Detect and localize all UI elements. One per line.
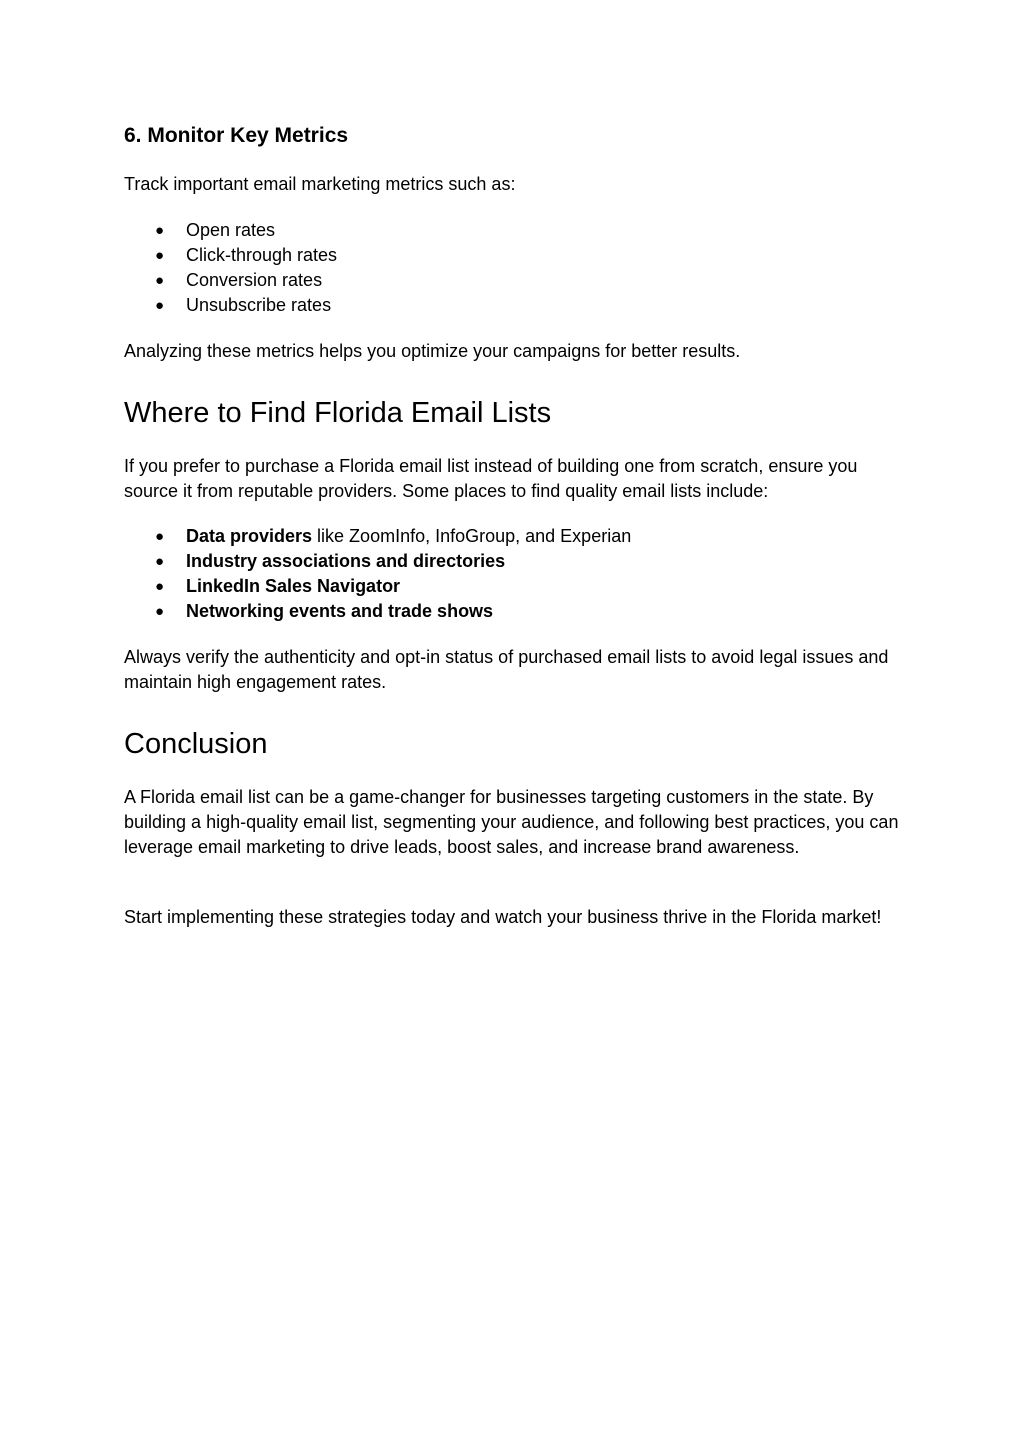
bullet-icon: ● [155,528,165,545]
list-item: ● LinkedIn Sales Navigator [124,574,631,599]
bullet-icon: ● [155,578,165,595]
list-item: ● Data providers like ZoomInfo, InfoGroup, and Experian [124,524,631,549]
closing-paragraph: Start implementing these strategies today and watch your business thrive in the Florida market! [124,907,882,927]
bullet-icon: ● [155,222,165,239]
section-heading-monitor-metrics: 6. Monitor Key Metrics [124,124,349,147]
list-item: ● Industry associations and directories [124,549,631,574]
conclusion-paragraph: A Florida email list can be a game-changer for businesses targeting customers in the state. By building a high-quality email list, segmenting your audience, and following best practices, you can leverage email marketing to drive leads, boost sales, and increase brand awareness. [124,787,899,857]
metrics-intro-paragraph: Track important email marketing metrics such as: [124,174,516,194]
bullet-icon: ● [155,297,165,314]
where-intro-paragraph: If you prefer to purchase a Florida email list instead of building one from scratch, ensure you source it from reputable providers. Some places to find quality email lists include: [124,456,858,501]
list-item: ● Unsubscribe rates [124,293,337,318]
metrics-list [124,218,337,318]
section-heading-where-to-find: Where to Find Florida Email Lists [124,397,552,429]
bullet-icon: ● [155,553,165,570]
where-outro-paragraph: Always verify the authenticity and opt-in status of purchased email lists to avoid legal issues and maintain high engagement rates. [124,647,889,692]
bullet-icon: ● [155,603,165,620]
list-item: ● Conversion rates [124,268,337,293]
list-item: ● Networking events and trade shows [124,599,631,624]
list-item: ● Open rates [124,218,337,243]
sources-list [124,524,631,624]
section-heading-conclusion: Conclusion [124,728,268,760]
list-item: ● Click-through rates [124,243,337,268]
bullet-icon: ● [155,247,165,264]
bullet-icon: ● [155,272,165,289]
metrics-outro-paragraph: Analyzing these metrics helps you optimize your campaigns for better results. [124,341,741,361]
